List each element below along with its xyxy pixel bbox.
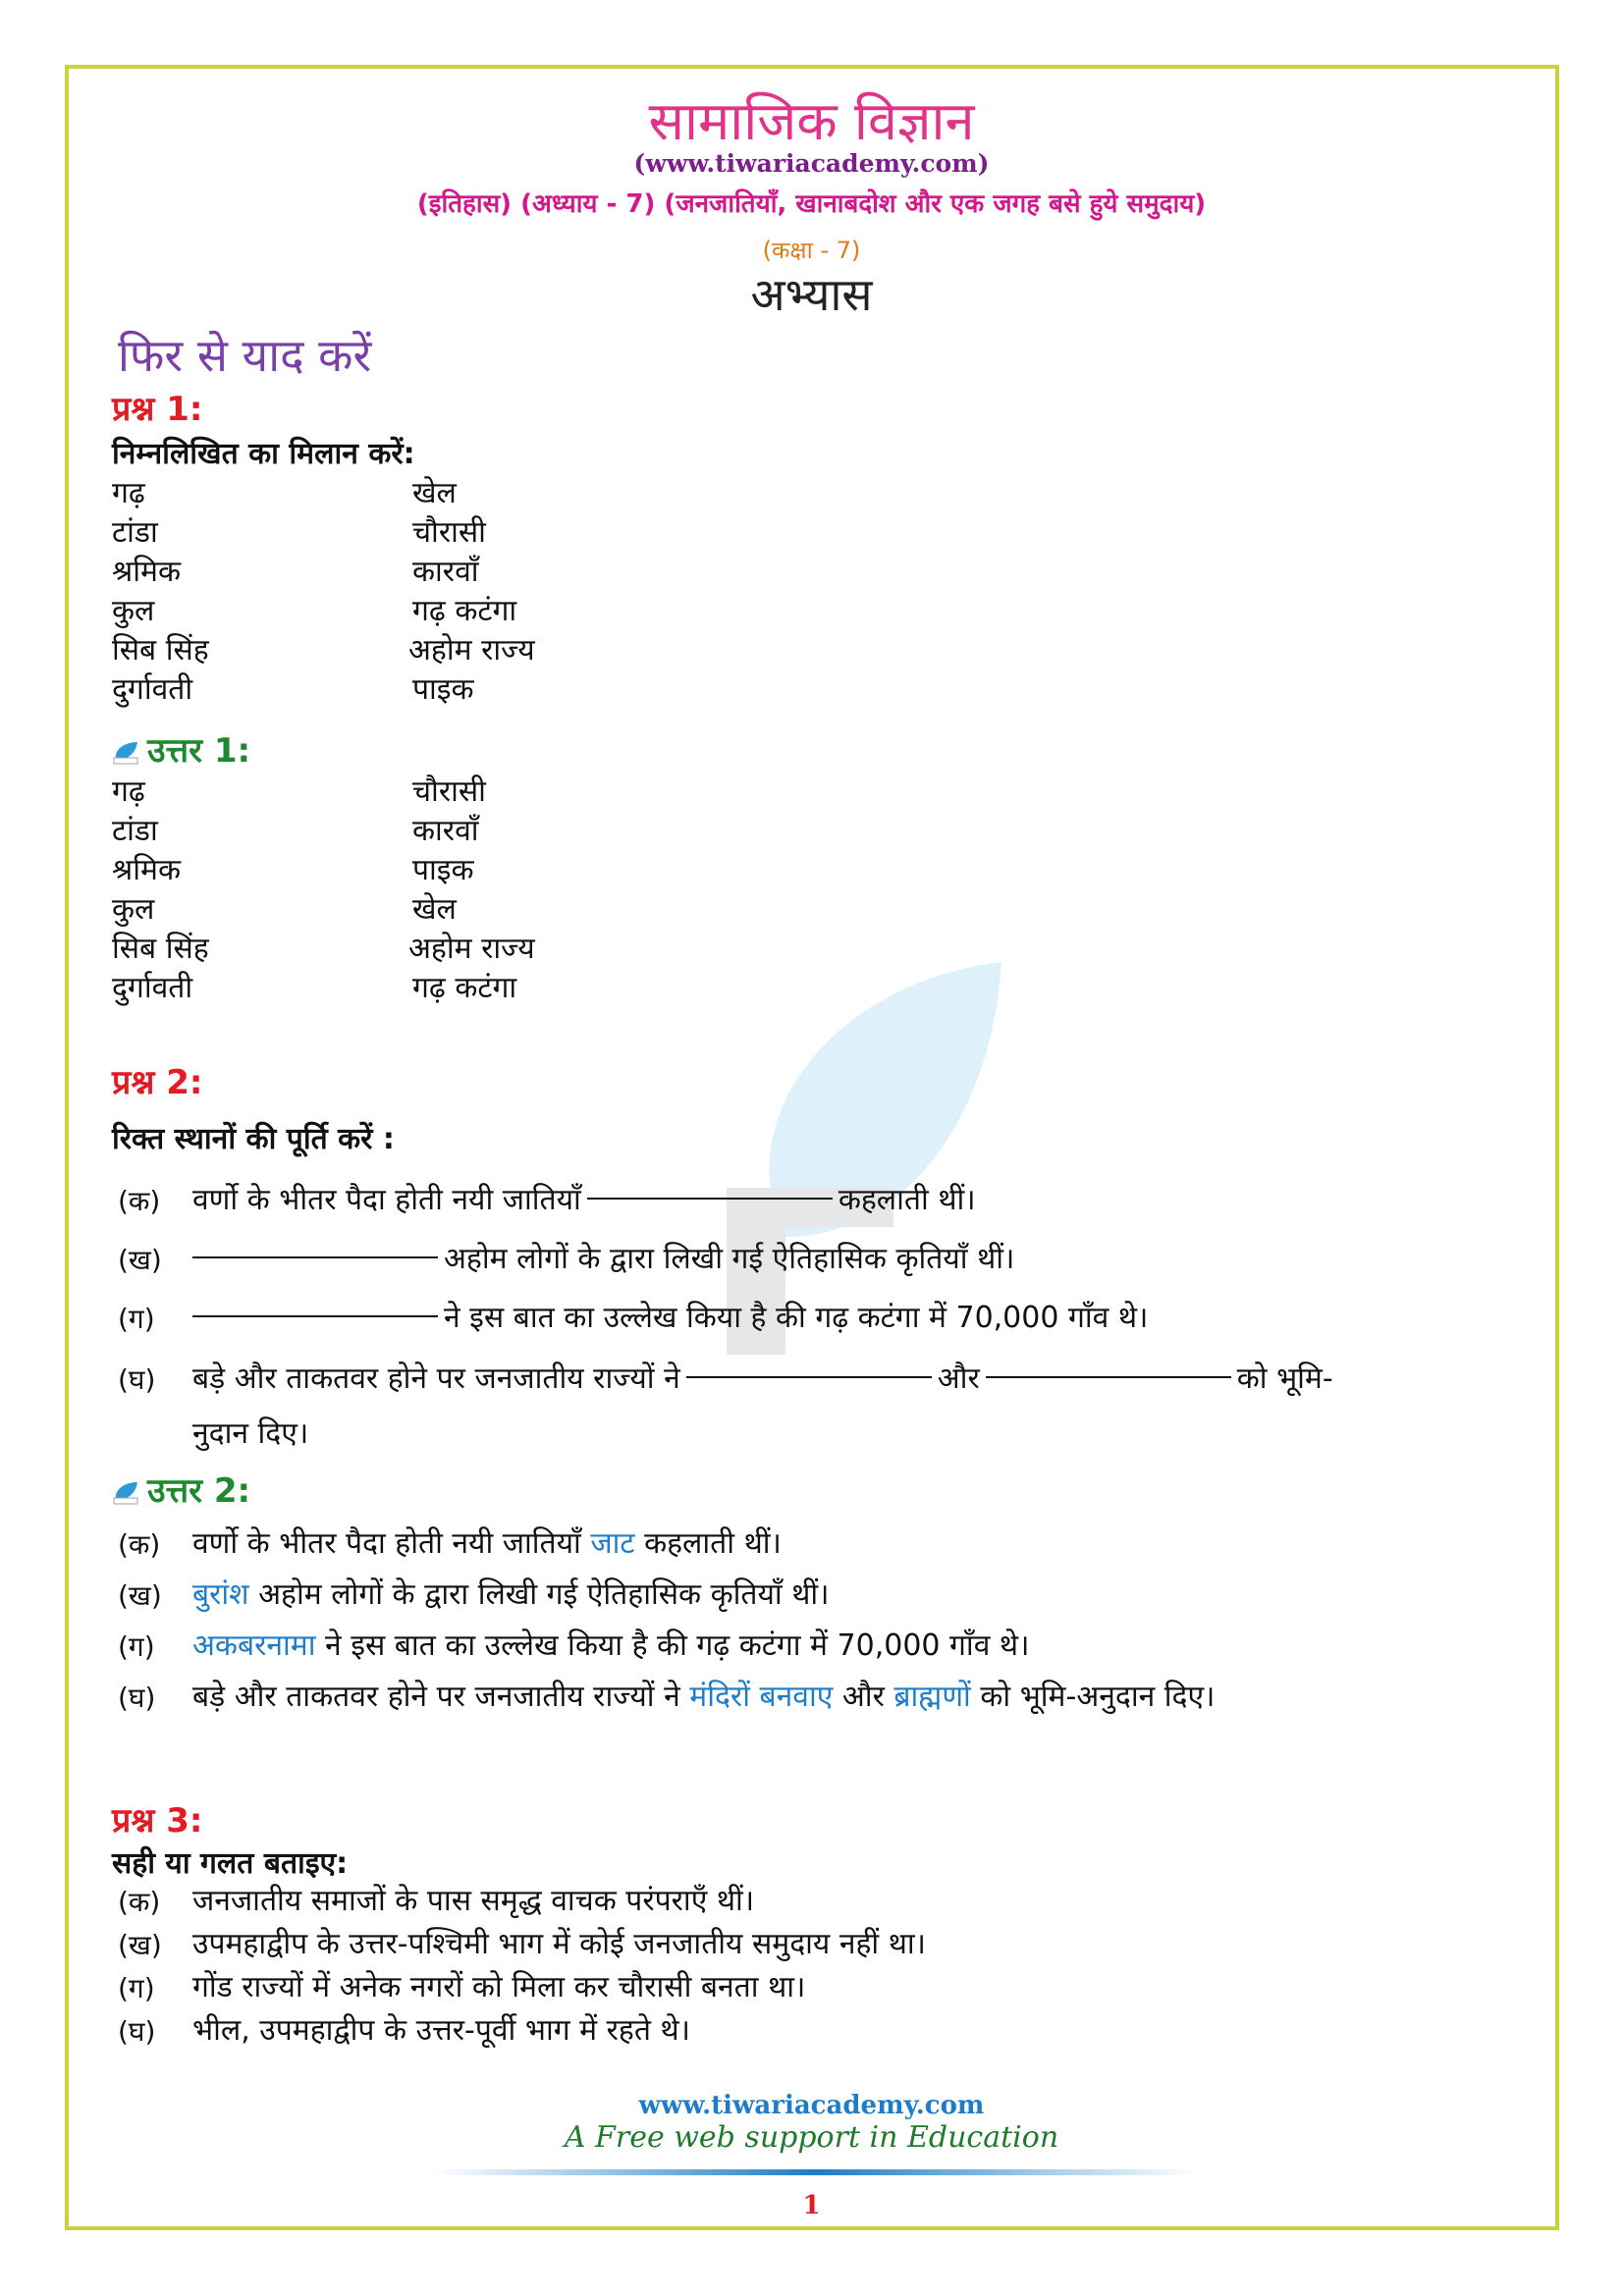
q1-right-item: गढ़ कटंगा	[412, 594, 517, 628]
item-marker: (क)	[118, 1528, 161, 1561]
question-3-instruction: सही या गलत बताइए:	[112, 1846, 349, 1881]
exercise-heading: अभ्यास	[750, 268, 873, 321]
answer-item	[192, 1675, 1215, 1715]
header-url[interactable]: (www.tiwariacademy.com)	[633, 149, 990, 178]
answer-2-label	[112, 1467, 250, 1512]
answer-2-text: उत्तर 2:	[147, 1471, 251, 1511]
page-title: सामाजिक विज्ञान	[648, 90, 975, 152]
a1-left-item: श्रमिक	[112, 853, 181, 887]
item-text: वर्णो के भीतर पैदा होती नयी जातियाँ	[192, 1526, 581, 1561]
question-1-instruction: निम्नलिखित का मिलान करें:	[112, 437, 415, 471]
q1-left-item: टांडा	[112, 515, 158, 550]
question-3-label: प्रश्न 3:	[112, 1801, 203, 1841]
page-number: 1	[802, 2191, 821, 2220]
a1-left-item: टांडा	[112, 814, 158, 848]
a1-right-item: गढ़ कटंगा	[412, 971, 517, 1005]
a1-right-item: खेल	[412, 892, 457, 927]
chapter-subtitle: (इतिहास) (अध्याय - 7) (जनजातियाँ, खानाबदोश और एक जगह बसे हुये समुदाय)	[416, 189, 1207, 219]
answer-item	[192, 1624, 1029, 1664]
q1-right-item: खेल	[412, 476, 457, 510]
a1-right-item: अहोम राज्य	[408, 932, 535, 966]
q1-right-item: अहोम राज्य	[408, 633, 535, 667]
item-text: अहोम लोगों के द्वारा लिखी गई ऐतिहासिक कृतियाँ थीं।	[258, 1577, 830, 1612]
item-marker: (ख)	[118, 1929, 162, 1961]
tiwari-logo-icon	[112, 1480, 139, 1506]
item-text: बड़े और ताकतवर होने पर जनजातीय राज्यों ने	[192, 1680, 680, 1714]
answer-fill: बुरांश	[192, 1577, 249, 1612]
item-text: बड़े और ताकतवर होने पर जनजातीय राज्यों ने	[192, 1362, 680, 1396]
item-marker: (ग)	[118, 1972, 155, 2004]
question-2-instruction: रिक्त स्थानों की पूर्ति करें :	[112, 1122, 395, 1156]
q1-left-item: सिब सिंह	[112, 633, 209, 667]
true-false-item: गोंड राज्यों में अनेक नगरों को मिला कर चौरासी बनता था।	[192, 1970, 806, 2004]
item-text: को भूमि-	[1236, 1362, 1333, 1396]
item-marker: (ग)	[118, 1303, 155, 1335]
item-marker: (घ)	[118, 2015, 156, 2048]
fill-blank-item	[192, 1237, 1014, 1277]
blank-line	[192, 1256, 438, 1258]
question-2-label: प्रश्न 2:	[112, 1063, 203, 1102]
item-marker: (ख)	[118, 1579, 162, 1612]
a1-right-item: चौरासी	[412, 774, 486, 809]
true-false-item: उपमहाद्वीप के उत्तर-पश्चिमी भाग में कोई जनजातीय समुदाय नहीं था।	[192, 1927, 927, 1961]
q1-right-item: कारवाँ	[412, 555, 479, 589]
q1-left-item: गढ़	[112, 476, 145, 510]
item-marker: (ख)	[118, 1244, 162, 1276]
item-marker: (घ)	[118, 1682, 156, 1714]
footer-url[interactable]: www.tiwariacademy.com	[638, 2091, 985, 2120]
q1-left-item: श्रमिक	[112, 555, 181, 589]
blank-line	[192, 1315, 438, 1317]
item-marker: (घ)	[118, 1363, 156, 1396]
answer-fill: मंदिरों बनवाए	[689, 1680, 834, 1714]
q1-right-item: पाइक	[412, 672, 474, 707]
class-label: (कक्षा - 7)	[762, 237, 861, 264]
a1-left-item: गढ़	[112, 774, 145, 809]
item-text: और	[841, 1680, 885, 1714]
item-text: और	[937, 1362, 980, 1396]
tiwari-logo-icon	[112, 740, 139, 766]
blank-line	[986, 1376, 1231, 1378]
item-text: कहलाती थीं।	[838, 1183, 976, 1217]
a1-left-item: सिब सिंह	[112, 932, 209, 966]
footer-divider	[432, 2169, 1198, 2175]
answer-1-label	[112, 726, 250, 772]
a1-right-item: पाइक	[412, 853, 474, 887]
item-text: कहलाती थीं।	[644, 1526, 782, 1561]
fill-blank-item	[192, 1296, 1148, 1336]
section-heading: फिर से याद करें	[118, 329, 372, 382]
item-text: अहोम लोगों के द्वारा लिखी गई ऐतिहासिक कृतियाँ थीं।	[444, 1242, 1015, 1276]
fill-blank-item	[192, 1357, 1333, 1397]
answer-fill: अकबरनामा	[192, 1629, 316, 1663]
answer-item	[192, 1573, 830, 1613]
blank-line	[686, 1376, 932, 1378]
a1-right-item: कारवाँ	[412, 814, 479, 848]
item-marker: (क)	[118, 1185, 161, 1217]
answer-1-text: उत्तर 1:	[147, 731, 251, 771]
item-marker: (क)	[118, 1886, 161, 1918]
item-text: ने इस बात का उल्लेख किया है की गढ़ कटंगा में 70,000 गाँव थे।	[325, 1629, 1030, 1663]
answer-fill: जाट	[590, 1526, 635, 1561]
q1-right-item: चौरासी	[412, 515, 486, 550]
answer-item	[192, 1522, 782, 1562]
item-continuation: नुदान दिए।	[192, 1416, 309, 1451]
true-false-item: भील, उपमहाद्वीप के उत्तर-पूर्वी भाग में रहते थे।	[192, 2013, 690, 2048]
footer-tagline: A Free web support in Education	[564, 2120, 1059, 2155]
item-text: ने इस बात का उल्लेख किया है की गढ़ कटंगा में 70,000 गाँव थे।	[444, 1301, 1149, 1335]
item-text: को भूमि-अनुदान दिए।	[980, 1680, 1216, 1714]
q1-left-item: दुर्गावती	[112, 672, 193, 707]
question-1-label: प्रश्न 1:	[112, 390, 203, 429]
item-marker: (ग)	[118, 1630, 155, 1663]
q1-left-item: कुल	[112, 594, 155, 628]
true-false-item: जनजातीय समाजों के पास समृद्ध वाचक परंपराएँ थीं।	[192, 1884, 755, 1918]
a1-left-item: कुल	[112, 892, 155, 927]
a1-left-item: दुर्गावती	[112, 971, 193, 1005]
answer-fill: ब्राह्मणों	[893, 1680, 971, 1714]
blank-line	[587, 1198, 833, 1200]
fill-blank-item	[192, 1178, 976, 1218]
item-text: वर्णो के भीतर पैदा होती नयी जातियाँ	[192, 1183, 581, 1217]
